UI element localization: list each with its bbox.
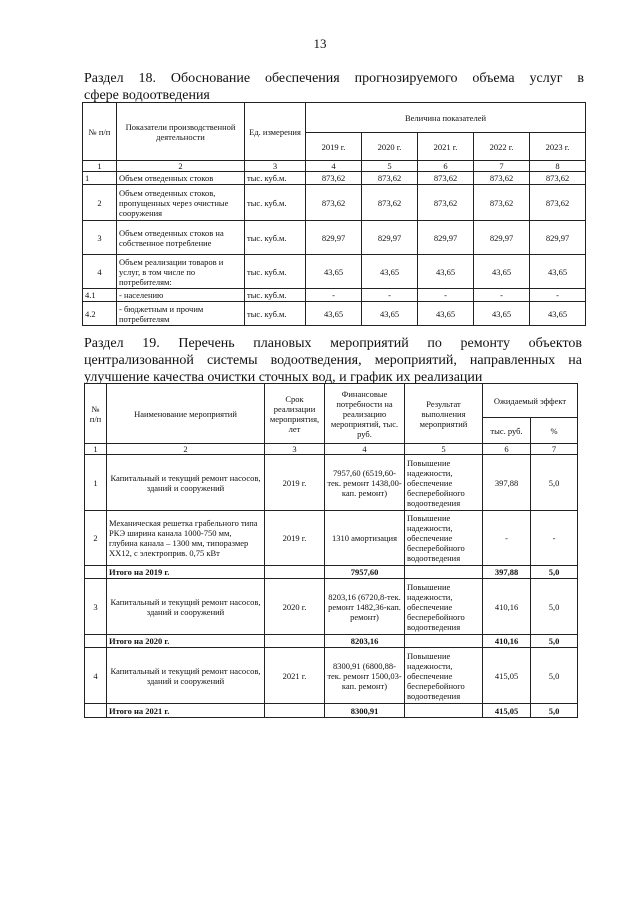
table-row: [83, 302, 586, 326]
row-value: 43,65: [530, 255, 586, 289]
s19-header-term: Срок реализации мероприятия, лет: [265, 384, 325, 444]
row-unit: тыс. куб.м.: [245, 172, 306, 185]
s19-col-number: 5: [405, 444, 483, 455]
row-num: 4: [85, 648, 107, 704]
row-unit: тыс. куб.м.: [245, 302, 306, 326]
row-name: - бюджетным и прочим потребителям: [117, 302, 245, 326]
total-label: Итого на 2020 г.: [107, 635, 265, 648]
table-row: [83, 172, 586, 185]
row-value: 43,65: [362, 302, 418, 326]
table-row: [85, 455, 578, 511]
row-finance: 8300,91 (6800,88-тек. ремонт 1500,03-кап. ремонт): [325, 648, 405, 704]
row-unit: тыс. куб.м.: [245, 289, 306, 302]
s18-header-year: 2023 г.: [530, 133, 586, 161]
section19-title-line1: Раздел 19. Перечень плановых мероприятий по ремонту объектов: [84, 336, 582, 351]
s18-col-number: 6: [418, 161, 474, 172]
row-value: 873,62: [362, 185, 418, 221]
row-value: -: [474, 289, 530, 302]
section18-table: [82, 102, 586, 326]
table-row: [83, 255, 586, 289]
total-row: [85, 635, 578, 648]
s19-header-result: Результат выполнения мероприятий: [405, 384, 483, 444]
row-name: Механическая решетка грабельного типа РКЭ ширина канала 1000-750 мм, глубина канала – 1300 мм, типоразмер ХХ12, с электроприв. 0,75 кВт: [107, 511, 265, 566]
row-value: 43,65: [306, 255, 362, 289]
row-name: Объем отведенных стоков на собственное потребление: [117, 221, 245, 255]
row-value: 829,97: [362, 221, 418, 255]
s19-header-name: Наименование мероприятий: [107, 384, 265, 444]
row-name: Объем отведенных стоков, пропущенных через очистные сооружения: [117, 185, 245, 221]
row-term: 2019 г.: [265, 455, 325, 511]
s18-header-year: 2020 г.: [362, 133, 418, 161]
row-result: Повышение надежности, обеспечение бесперебойного водоотведения: [405, 648, 483, 704]
row-rub: 410,16: [483, 579, 531, 635]
row-num: 3: [85, 579, 107, 635]
page-number: 13: [313, 36, 327, 51]
total-rub: 397,88: [483, 566, 531, 579]
total-pct: 5,0: [531, 635, 578, 648]
row-value: 873,62: [530, 172, 586, 185]
row-value: 873,62: [418, 172, 474, 185]
total-rub: 410,16: [483, 635, 531, 648]
table-row: [85, 511, 578, 566]
s18-col-number: 2: [117, 161, 245, 172]
row-pct: -: [531, 511, 578, 566]
row-value: 43,65: [474, 302, 530, 326]
total-label: Итого на 2019 г.: [107, 566, 265, 579]
section19-title-line3: улучшение качества очистки сточных вод, и график их реализации: [84, 370, 483, 385]
row-name: Капитальный и текущий ремонт насосов, зданий и сооружений: [107, 455, 265, 511]
row-pct: 5,0: [531, 455, 578, 511]
s19-col-number: 6: [483, 444, 531, 455]
s18-header-num: № п/п: [83, 103, 117, 161]
row-num: 2: [85, 511, 107, 566]
s18-col-number: 4: [306, 161, 362, 172]
row-name: Объем отведенных стоков: [117, 172, 245, 185]
row-result: Повышение надежности, обеспечение бесперебойного водоотведения: [405, 455, 483, 511]
s18-header-year: 2021 г.: [418, 133, 474, 161]
table-row: [83, 221, 586, 255]
row-value: 43,65: [474, 255, 530, 289]
s18-header-value: Величина показателей: [306, 103, 586, 133]
s18-header-year: 2022 г.: [474, 133, 530, 161]
row-value: 43,65: [306, 302, 362, 326]
s19-header-num: № п/п: [85, 384, 107, 444]
s18-col-number: 1: [83, 161, 117, 172]
s18-header-unit: Ед. измерения: [245, 103, 306, 161]
total-finance: 8300,91: [325, 704, 405, 718]
row-value: 43,65: [530, 302, 586, 326]
row-value: 873,62: [474, 185, 530, 221]
row-value: 43,65: [362, 255, 418, 289]
row-value: 829,97: [418, 221, 474, 255]
row-finance: 8203,16 (6720,8-тек. ремонт 1482,36-кап. ремонт): [325, 579, 405, 635]
row-num: 4.1: [83, 289, 117, 302]
row-num: 1: [83, 172, 117, 185]
section19-table: [84, 383, 578, 718]
row-value: 43,65: [418, 255, 474, 289]
row-pct: 5,0: [531, 648, 578, 704]
s19-header-effect-rub: тыс. руб.: [483, 418, 531, 444]
section18-title: [84, 70, 584, 104]
s19-header-effect-pct: %: [531, 418, 578, 444]
row-finance: 7957,60 (6519,60-тек. ремонт 1438,00-кап. ремонт): [325, 455, 405, 511]
row-rub: 415,05: [483, 648, 531, 704]
row-value: -: [418, 289, 474, 302]
row-value: -: [306, 289, 362, 302]
row-num: 4: [83, 255, 117, 289]
s19-col-number: 1: [85, 444, 107, 455]
row-num: 1: [85, 455, 107, 511]
row-value: 829,97: [306, 221, 362, 255]
row-rub: 397,88: [483, 455, 531, 511]
total-label: Итого на 2021 г.: [107, 704, 265, 718]
row-pct: 5,0: [531, 579, 578, 635]
total-pct: 5,0: [531, 704, 578, 718]
total-row: [85, 704, 578, 718]
row-value: 873,62: [418, 185, 474, 221]
s18-header-indicators: Показатели производственной деятельности: [117, 103, 245, 161]
s18-col-number: 7: [474, 161, 530, 172]
row-finance: 1310 амортизация: [325, 511, 405, 566]
row-num: 4.2: [83, 302, 117, 326]
s19-col-number: 3: [265, 444, 325, 455]
row-term: 2019 г.: [265, 511, 325, 566]
row-name: Объем реализации товаров и услуг, в том числе по потребителям:: [117, 255, 245, 289]
section19-title-line2: централизованной системы водоотведения, мероприятий, направленных на: [84, 353, 582, 368]
row-value: -: [362, 289, 418, 302]
s19-header-effect: Ожидаемый эффект: [483, 384, 578, 418]
table-row: [83, 185, 586, 221]
row-result: Повышение надежности, обеспечение бесперебойного водоотведения: [405, 579, 483, 635]
row-value: 829,97: [474, 221, 530, 255]
total-pct: 5,0: [531, 566, 578, 579]
row-value: 873,62: [306, 185, 362, 221]
row-value: 873,62: [474, 172, 530, 185]
table-row: [85, 648, 578, 704]
section19-title: [84, 335, 582, 386]
section18-title-line1: Раздел 18. Обоснование обеспечения прогнозируемого объема услуг в: [84, 71, 584, 86]
row-term: 2021 г.: [265, 648, 325, 704]
row-unit: тыс. куб.м.: [245, 221, 306, 255]
s18-header-year: 2019 г.: [306, 133, 362, 161]
row-rub: -: [483, 511, 531, 566]
s19-header-finance: Финансовые потребности на реализацию мероприятий, тыс. руб.: [325, 384, 405, 444]
total-row: [85, 566, 578, 579]
row-name: Капитальный и текущий ремонт насосов, зданий и сооружений: [107, 648, 265, 704]
row-value: 873,62: [306, 172, 362, 185]
row-value: 873,62: [362, 172, 418, 185]
total-finance: 7957,60: [325, 566, 405, 579]
row-value: 873,62: [530, 185, 586, 221]
row-result: Повышение надежности, обеспечение бесперебойного водоотведения: [405, 511, 483, 566]
section18-title-line2: сфере водоотведения: [84, 88, 210, 103]
row-value: 829,97: [530, 221, 586, 255]
row-name: Капитальный и текущий ремонт насосов, зданий и сооружений: [107, 579, 265, 635]
s19-col-number: 7: [531, 444, 578, 455]
s19-col-number: 2: [107, 444, 265, 455]
s19-col-number: 4: [325, 444, 405, 455]
row-value: 43,65: [418, 302, 474, 326]
s18-col-number: 8: [530, 161, 586, 172]
s18-col-number: 5: [362, 161, 418, 172]
row-name: - населению: [117, 289, 245, 302]
row-term: 2020 г.: [265, 579, 325, 635]
row-num: 3: [83, 221, 117, 255]
total-finance: 8203,16: [325, 635, 405, 648]
table-row: [83, 289, 586, 302]
row-value: -: [530, 289, 586, 302]
s18-col-number: 3: [245, 161, 306, 172]
table-row: [85, 579, 578, 635]
total-rub: 415,05: [483, 704, 531, 718]
row-unit: тыс. куб.м.: [245, 255, 306, 289]
row-num: 2: [83, 185, 117, 221]
row-unit: тыс. куб.м.: [245, 185, 306, 221]
